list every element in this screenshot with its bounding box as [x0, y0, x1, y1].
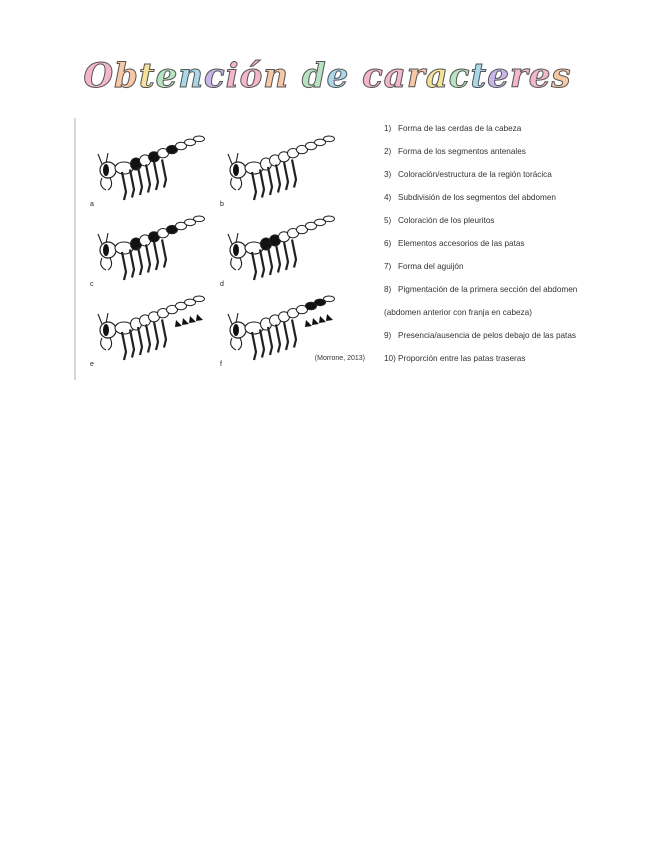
insect-eye	[103, 324, 109, 336]
abdomen-spine	[305, 320, 312, 327]
insect-leg	[162, 160, 166, 188]
panel-label: d	[220, 281, 224, 288]
insect-leg	[154, 322, 158, 350]
insect-leg	[138, 167, 142, 195]
abdomen-segment	[324, 296, 335, 302]
character-item-9: 9) Presencia/ausencia de pelos debajo de las patas	[384, 331, 576, 340]
insect-leg	[276, 165, 280, 193]
insect-eye	[103, 164, 109, 176]
insect-leg	[292, 240, 296, 268]
abdomen-segment	[194, 136, 205, 142]
arthropod-figure	[74, 118, 371, 380]
insect-panel-b	[220, 136, 335, 208]
panel-label: b	[220, 201, 224, 208]
insect-eye	[233, 244, 239, 256]
insect-leg	[276, 245, 280, 273]
insect-leg	[154, 162, 158, 190]
panel-label: c	[90, 281, 94, 288]
abdomen-segment	[324, 136, 335, 142]
character-item-1: 1) Forma de las cerdas de la cabeza	[384, 124, 522, 133]
insect-leg	[154, 242, 158, 270]
figure-credit: (Morrone, 2013)	[314, 355, 365, 362]
insect-leg	[252, 172, 256, 200]
insect-leg	[130, 250, 134, 278]
insect-leg	[268, 327, 272, 355]
abdomen-spine	[196, 314, 203, 321]
insect-leg	[146, 245, 150, 273]
insect-leg	[138, 247, 142, 275]
insect-panel-c	[90, 216, 205, 288]
abdomen-spine	[319, 316, 326, 323]
insect-panel-a	[90, 136, 205, 208]
insect-leg	[284, 242, 288, 270]
insect-leg	[122, 172, 126, 200]
insect-leg	[122, 252, 126, 280]
abdomen-segment	[194, 296, 205, 302]
character-item-8: 8) Pigmentación de la primera sección del abdomen	[384, 285, 578, 294]
insect-leg	[122, 332, 126, 360]
insect-eye	[103, 244, 109, 256]
character-item-5: 5) Coloración de los pleuritos	[384, 216, 495, 225]
character-item-8-continued: (abdomen anterior con franja en cabeza)	[384, 308, 532, 317]
insect-leg	[146, 325, 150, 353]
insect-leg	[260, 170, 264, 198]
insect-leg	[292, 320, 296, 348]
insect-leg	[284, 322, 288, 350]
character-item-6: 6) Elementos accesorios de las patas	[384, 239, 525, 248]
insect-leg	[284, 162, 288, 190]
insect-leg	[162, 320, 166, 348]
abdomen-segment	[194, 216, 205, 222]
insect-leg	[276, 325, 280, 353]
abdomen-spine	[312, 318, 319, 325]
insect-leg	[252, 252, 256, 280]
abdomen-spine	[189, 316, 196, 323]
abdomen-spine	[182, 318, 189, 325]
character-item-7: 7) Forma del aguijón	[384, 262, 464, 271]
insect-leg	[260, 330, 264, 358]
insect-leg	[138, 327, 142, 355]
insect-eye	[233, 324, 239, 336]
character-item-3: 3) Coloración/estructura de la región torácica	[384, 170, 552, 179]
page-title: Obtención de caracteres	[83, 56, 572, 96]
panel-label: e	[90, 361, 94, 368]
insect-eye	[233, 164, 239, 176]
insect-leg	[162, 240, 166, 268]
panel-label: a	[90, 201, 94, 208]
insect-leg	[146, 165, 150, 193]
insect-panel-e	[90, 296, 205, 368]
insect-panel-d	[220, 216, 335, 288]
insect-leg	[268, 247, 272, 275]
arthropod-illustrations	[76, 118, 371, 380]
character-item-10: 10) Proporción entre las patas traseras	[384, 354, 526, 363]
abdomen-spine	[175, 320, 182, 327]
insect-leg	[130, 330, 134, 358]
insect-leg	[130, 170, 134, 198]
insect-leg	[252, 332, 256, 360]
insect-leg	[292, 160, 296, 188]
character-item-2: 2) Forma de los segmentos antenales	[384, 147, 526, 156]
abdomen-segment	[324, 216, 335, 222]
character-item-4: 4) Subdivisión de los segmentos del abdomen	[384, 193, 556, 202]
insect-leg	[268, 167, 272, 195]
abdomen-spine	[326, 314, 333, 321]
insect-leg	[260, 250, 264, 278]
panel-label: f	[220, 361, 222, 368]
